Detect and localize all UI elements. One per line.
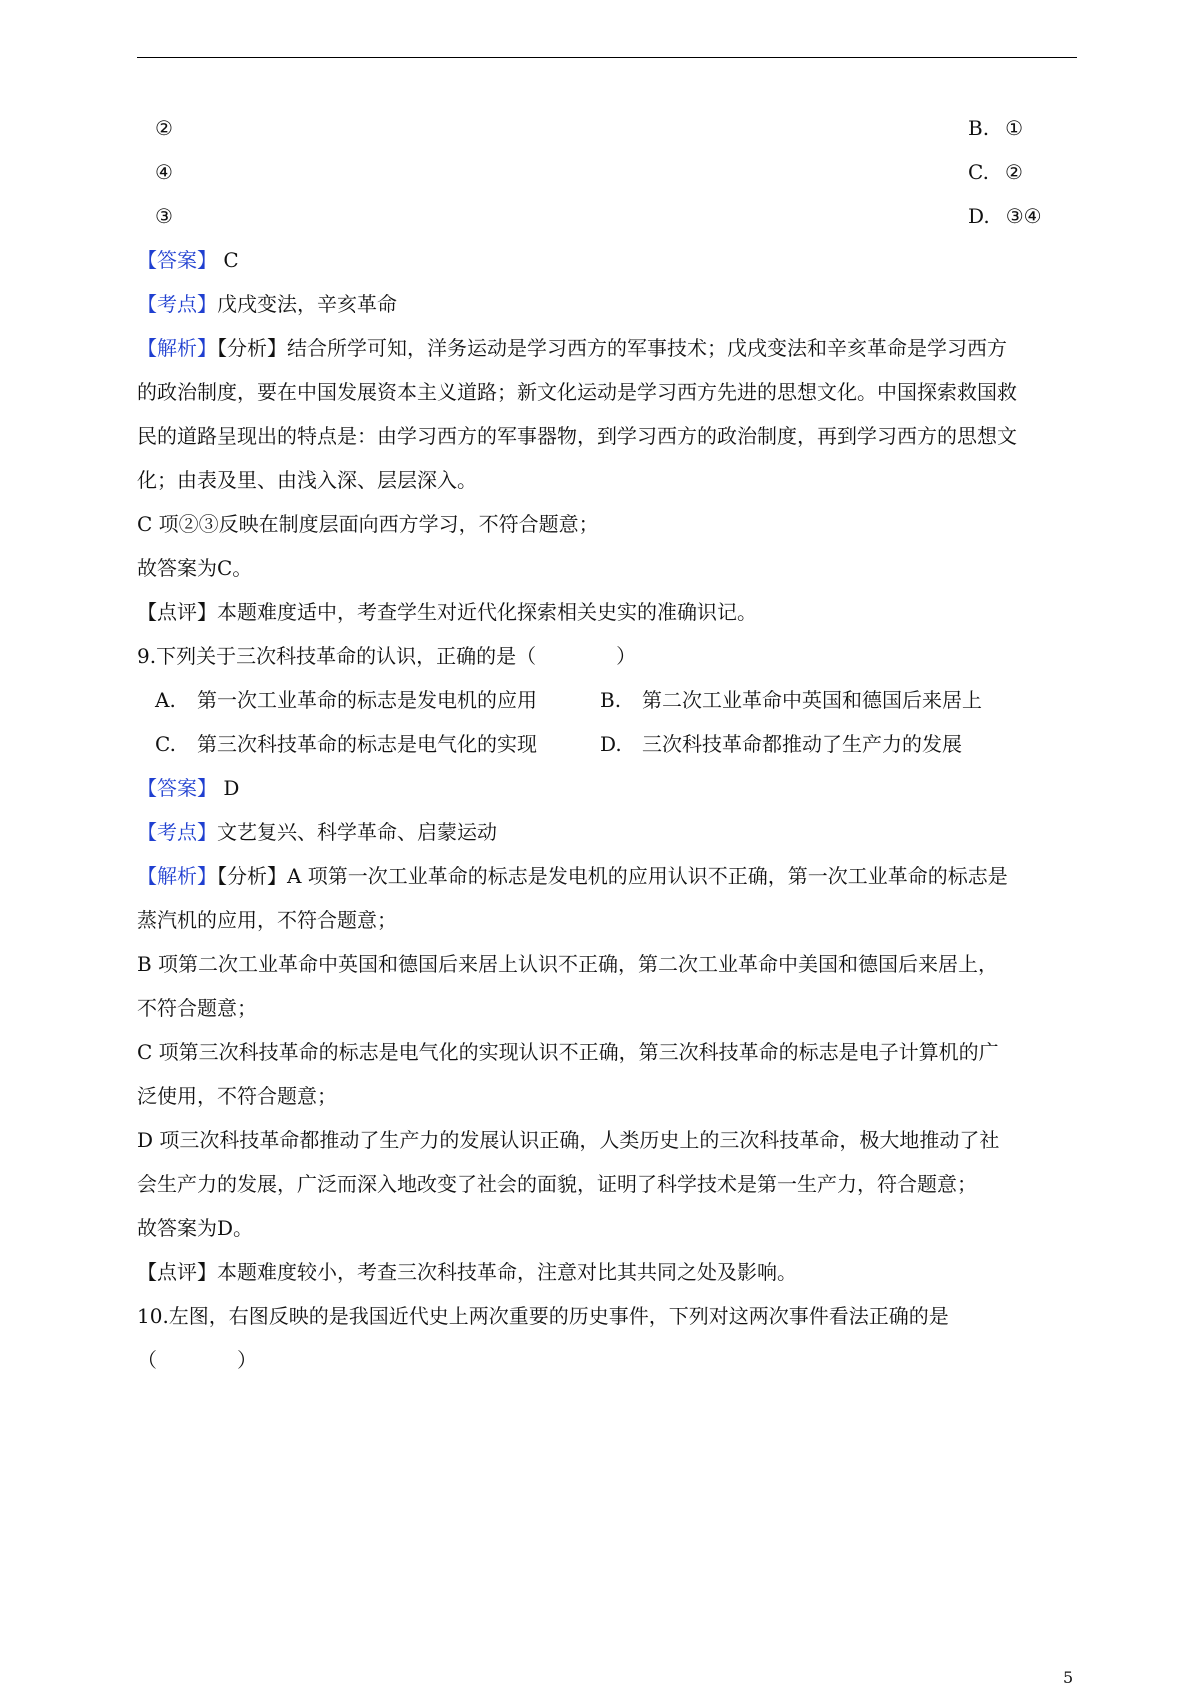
q9-analysis-line-5: C 项第三次科技革命的标志是电气化的实现认识不正确，第三次科技革命的标志是电子计算机的广 <box>137 1040 999 1064</box>
q9-analysis-line-6: 泛使用，不符合题意； <box>137 1084 337 1108</box>
analysis-text: 【分析】A 项第一次工业革命的标志是发电机的应用认识不正确，第一次工业革命的标志是 <box>217 864 1008 888</box>
point-value: 戊戌变法，辛亥革命 <box>217 292 397 316</box>
q8-option-b-symbol: ① <box>1005 116 1023 140</box>
q8-option-c-symbol: ② <box>1004 160 1023 184</box>
choice-text: 三次科技革命都推动了生产力的发展 <box>642 732 962 756</box>
q9-choice-a <box>155 686 537 714</box>
q8-option-d-symbol: ③④ <box>1005 204 1042 228</box>
q10-stem-bracket: （ ） <box>137 1348 257 1372</box>
q8-option-d <box>968 202 1042 230</box>
q8-analysis-line-5: C 项②③反映在制度层面向西方学习，不符合题意； <box>137 512 599 536</box>
q8-analysis-line-1 <box>137 334 1082 362</box>
q9-analysis-line-4: 不符合题意； <box>137 996 257 1020</box>
q8-option-d-letter: D. <box>968 204 990 228</box>
point-tag: 【考点】 <box>137 820 217 844</box>
q8-analysis-line-2: 的政治制度，要在中国发展资本主义道路；新文化运动是学习西方先进的思想文化。中国探索救国救 <box>137 380 1017 404</box>
q9-choice-c <box>155 730 537 758</box>
page-number: 5 <box>1063 1668 1074 1687</box>
q9-comment: 【点评】本题难度较小，考查三次科技革命，注意对比其共同之处及影响。 <box>137 1260 797 1284</box>
point-value: 文艺复兴、科学革命、启蒙运动 <box>217 820 497 844</box>
q9-analysis-line-8: 会生产力的发展，广泛而深入地改变了社会的面貌，证明了科学技术是第一生产力，符合题意； <box>137 1172 977 1196</box>
header-rule <box>137 57 1077 58</box>
answer-tag: 【答案】 <box>137 776 217 800</box>
q8-option-left-2: ④ <box>155 160 173 184</box>
q9-choice-b <box>600 686 982 714</box>
q8-point <box>137 290 1082 318</box>
q9-answer <box>137 774 1082 802</box>
analysis-tag: 【解析】 <box>137 336 217 360</box>
choice-letter: C. <box>155 732 176 756</box>
q8-option-left-3: ③ <box>155 204 173 228</box>
q8-answer <box>137 246 1082 274</box>
point-tag: 【考点】 <box>137 292 217 316</box>
q8-analysis-line-4: 化；由表及里、由浅入深、层层深入。 <box>137 468 477 492</box>
q9-conclusion: 故答案为D。 <box>137 1216 254 1240</box>
q9-analysis-line-1 <box>137 862 1082 890</box>
q8-option-left-1: ② <box>155 116 173 140</box>
choice-letter: D. <box>600 732 622 756</box>
q9-stem: 9.下列关于三次科技革命的认识，正确的是（ ） <box>137 644 637 668</box>
q8-option-c-letter: C. <box>968 160 989 184</box>
q8-option-c <box>968 158 1023 186</box>
q10-stem: 10.左图，右图反映的是我国近代史上两次重要的历史事件，下列对这两次事件看法正确的是 <box>137 1304 949 1328</box>
q8-option-b-letter: B. <box>968 116 990 140</box>
choice-letter: B. <box>600 688 622 712</box>
choice-text: 第二次工业革命中英国和德国后来居上 <box>642 688 982 712</box>
q9-analysis-line-7: D 项三次科技革命都推动了生产力的发展认识正确，人类历史上的三次科技革命，极大地推动了社 <box>137 1128 1000 1152</box>
analysis-tag: 【解析】 <box>137 864 217 888</box>
answer-tag: 【答案】 <box>137 248 217 272</box>
q9-choice-d <box>600 730 962 758</box>
q9-analysis-line-2: 蒸汽机的应用，不符合题意； <box>137 908 397 932</box>
choice-letter: A. <box>155 688 176 712</box>
analysis-text: 【分析】结合所学可知，洋务运动是学习西方的军事技术；戊戌变法和辛亥革命是学习西方 <box>217 336 1007 360</box>
q9-analysis-line-3: B 项第二次工业革命中英国和德国后来居上认识不正确，第二次工业革命中美国和德国后来居上， <box>137 952 999 976</box>
answer-value: C <box>217 248 239 272</box>
q9-point <box>137 818 1082 846</box>
choice-text: 第一次工业革命的标志是发电机的应用 <box>197 688 537 712</box>
q8-conclusion: 故答案为C。 <box>137 556 253 580</box>
choice-text: 第三次科技革命的标志是电气化的实现 <box>197 732 537 756</box>
q8-analysis-line-3: 民的道路呈现出的特点是：由学习西方的军事器物，到学习西方的政治制度，再到学习西方的思想文 <box>137 424 1017 448</box>
answer-value: D <box>217 776 240 800</box>
q8-comment: 【点评】本题难度适中，考查学生对近代化探索相关史实的准确识记。 <box>137 600 757 624</box>
q8-option-b <box>968 114 1023 142</box>
